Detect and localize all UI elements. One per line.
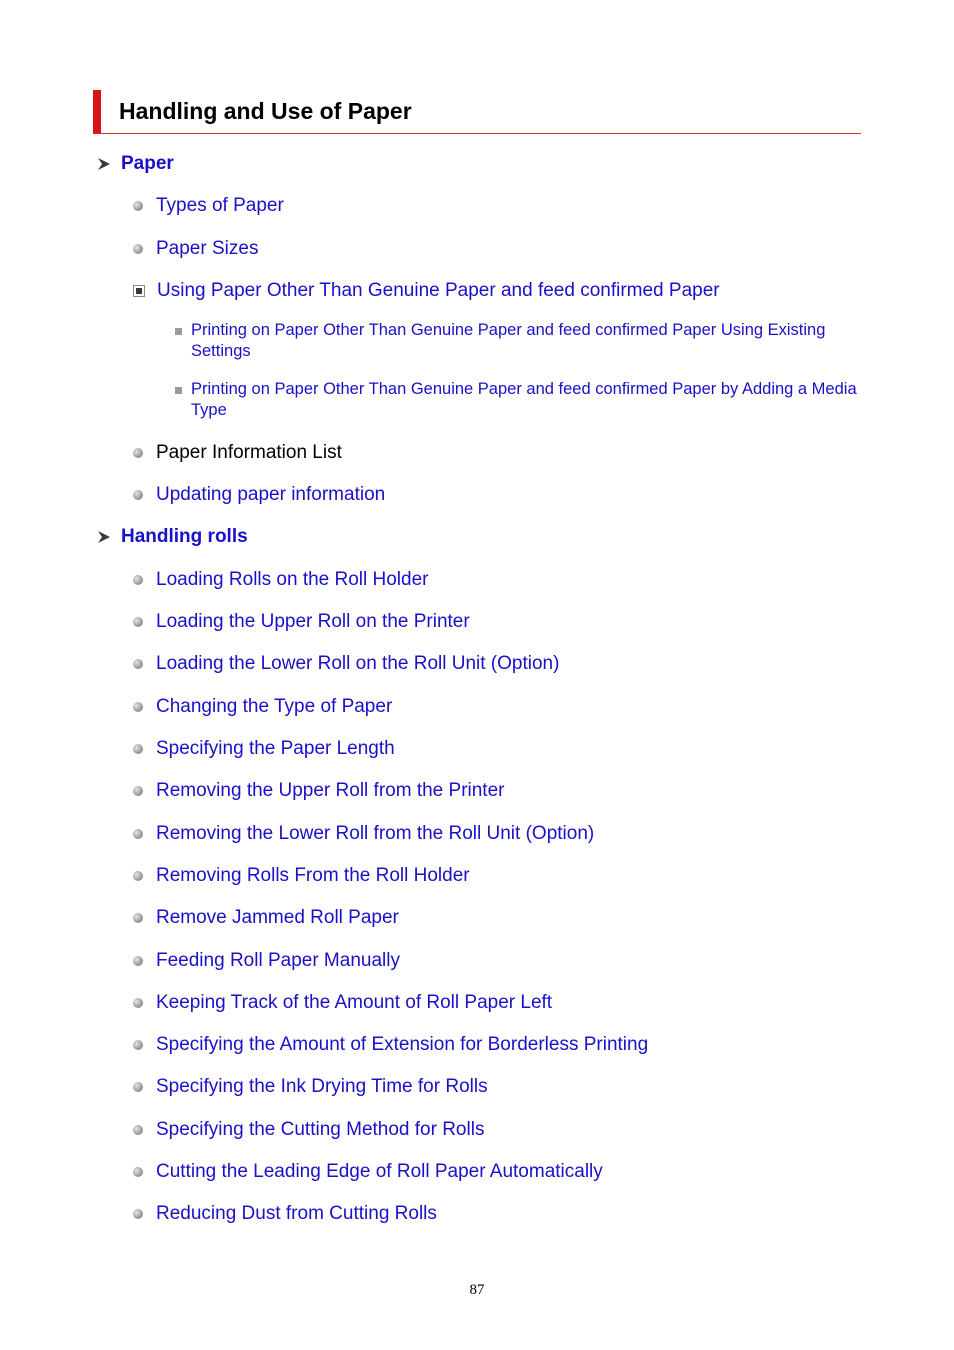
bullet-icon	[133, 244, 143, 254]
list-item[interactable]	[133, 1202, 437, 1226]
page-number: 87	[469, 1282, 485, 1298]
list-item[interactable]	[133, 1033, 648, 1057]
list-item[interactable]	[133, 610, 470, 634]
bullet-icon	[133, 490, 143, 500]
list-item[interactable]	[133, 779, 504, 803]
list-item[interactable]	[133, 1075, 488, 1099]
link-keeping-track-roll[interactable]: Keeping Track of the Amount of Roll Paper Left	[156, 992, 553, 1013]
bullet-icon	[133, 1082, 143, 1092]
list-item[interactable]	[133, 991, 552, 1015]
list-item[interactable]	[133, 695, 392, 719]
link-loading-lower-roll[interactable]: Loading the Lower Roll on the Roll Unit (Option)	[156, 653, 560, 674]
link-cutting-leading-edge[interactable]: Cutting the Leading Edge of Roll Paper Automatically	[156, 1161, 603, 1182]
link-removing-rolls-holder[interactable]: Removing Rolls From the Roll Holder	[156, 865, 470, 886]
bullet-icon	[133, 702, 143, 712]
list-item[interactable]	[133, 1160, 603, 1184]
link-specifying-paper-length[interactable]: Specifying the Paper Length	[156, 738, 395, 759]
arrow-right-icon	[97, 530, 111, 544]
bullet-icon	[133, 1209, 143, 1219]
bullet-icon	[133, 744, 143, 754]
bullet-icon	[133, 1125, 143, 1135]
bullet-icon	[133, 956, 143, 966]
link-using-other-paper[interactable]: Using Paper Other Than Genuine Paper and feed confirmed Paper	[157, 280, 720, 301]
bullet-icon	[133, 448, 143, 458]
bullet-icon	[133, 913, 143, 923]
list-item[interactable]	[133, 237, 258, 261]
bullet-icon	[133, 575, 143, 585]
bullet-icon	[133, 998, 143, 1008]
list-item[interactable]	[133, 483, 385, 507]
bullet-icon	[133, 617, 143, 627]
bullet-icon	[133, 659, 143, 669]
bullet-icon	[133, 829, 143, 839]
link-printing-existing-settings[interactable]: Printing on Paper Other Than Genuine Paper and feed confirmed Paper Using Existing Settings	[191, 321, 826, 360]
folder-icon	[133, 285, 145, 297]
bullet-icon	[133, 1167, 143, 1177]
link-ink-drying-time[interactable]: Specifying the Ink Drying Time for Rolls	[156, 1076, 488, 1097]
link-paper-sizes[interactable]: Paper Sizes	[156, 238, 259, 259]
square-bullet-icon	[175, 387, 182, 394]
link-loading-upper-roll[interactable]: Loading the Upper Roll on the Printer	[156, 611, 470, 632]
link-removing-lower-roll[interactable]: Removing the Lower Roll from the Roll Unit (Option)	[156, 823, 595, 844]
list-item[interactable]	[133, 737, 395, 761]
sub-list-item[interactable]	[175, 379, 865, 421]
link-borderless-extension[interactable]: Specifying the Amount of Extension for Borderless Printing	[156, 1034, 649, 1055]
bullet-icon	[133, 201, 143, 211]
bullet-icon	[133, 871, 143, 881]
link-reducing-dust[interactable]: Reducing Dust from Cutting Rolls	[156, 1203, 437, 1224]
link-cutting-method[interactable]: Specifying the Cutting Method for Rolls	[156, 1119, 485, 1140]
link-printing-adding-media-type[interactable]: Printing on Paper Other Than Genuine Paper and feed confirmed Paper by Adding a Media Type	[191, 380, 857, 419]
page-title: Handling and Use of Paper	[119, 98, 412, 124]
section-handling-rolls[interactable]	[97, 525, 248, 549]
arrow-right-icon	[97, 157, 111, 171]
list-item[interactable]	[133, 906, 399, 930]
section-paper-label[interactable]: Paper	[121, 153, 174, 174]
link-removing-upper-roll[interactable]: Removing the Upper Roll from the Printer	[156, 780, 505, 801]
list-item	[133, 441, 342, 465]
list-item[interactable]	[133, 652, 559, 676]
square-bullet-icon	[175, 328, 182, 335]
sub-list-item[interactable]	[175, 320, 865, 362]
paper-information-list-text: Paper Information List	[156, 442, 342, 463]
link-remove-jammed-roll[interactable]: Remove Jammed Roll Paper	[156, 907, 399, 928]
list-item[interactable]	[133, 568, 429, 592]
link-changing-paper-type[interactable]: Changing the Type of Paper	[156, 696, 393, 717]
section-paper[interactable]	[97, 152, 174, 176]
list-item[interactable]	[133, 1118, 484, 1142]
link-updating-paper-information[interactable]: Updating paper information	[156, 484, 386, 505]
list-item[interactable]	[133, 864, 470, 888]
list-item[interactable]	[133, 822, 594, 846]
list-item[interactable]	[133, 279, 720, 303]
list-item[interactable]	[133, 949, 400, 973]
list-item[interactable]	[133, 194, 284, 218]
bullet-icon	[133, 1040, 143, 1050]
page-title-block	[93, 90, 861, 134]
title-accent-bar	[93, 90, 101, 133]
link-feeding-roll-manually[interactable]: Feeding Roll Paper Manually	[156, 950, 400, 971]
section-handling-rolls-label[interactable]: Handling rolls	[121, 526, 248, 547]
link-loading-rolls-holder[interactable]: Loading Rolls on the Roll Holder	[156, 569, 429, 590]
bullet-icon	[133, 786, 143, 796]
link-types-of-paper[interactable]: Types of Paper	[156, 195, 284, 216]
